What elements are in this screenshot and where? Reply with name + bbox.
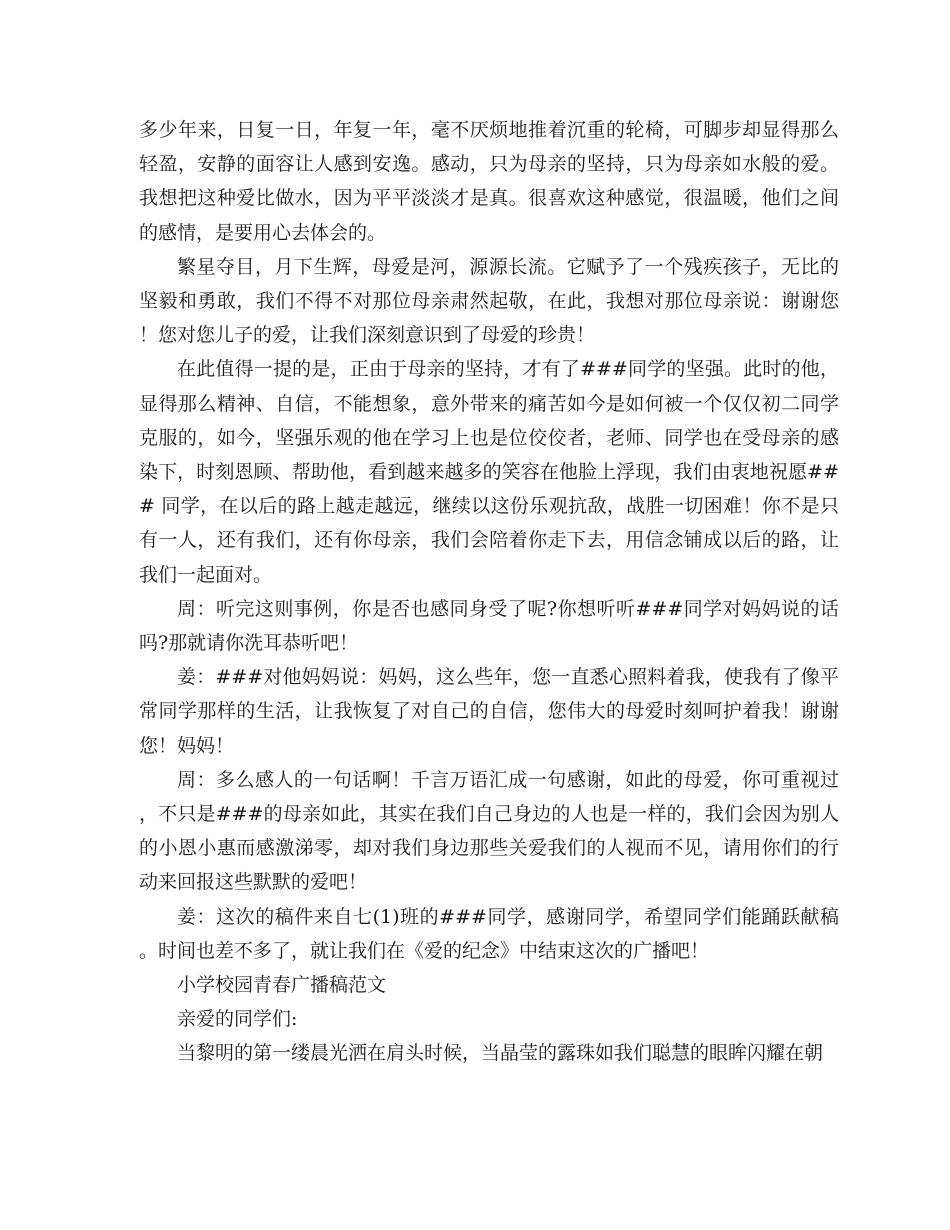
document-body — [139, 113, 839, 1071]
salutation: 亲爱的同学们: — [177, 1008, 298, 1031]
paragraph-1: 多少年来，日复一日，年复一年，毫不厌烦地推着沉重的轮椅，可脚步却显得那么轻盈，安静的面容让人感到安逸。感动，只为母亲的坚持，只为母亲如水般的爱。我想把这种爱比做水，因为平平淡淡才是真。很喜欢这种感觉，很温暖，他们之间的感情，是要用心去体会的。 — [139, 119, 839, 244]
paragraph-5: 姜：###对他妈妈说：妈妈，这么些年，您一直悉心照料着我，使我有了像平常同学那样的生活，让我恢复了对自己的自信，您伟大的母爱时刻呵护着我！谢谢您！妈妈！ — [139, 666, 839, 757]
paragraph-8: 当黎明的第一缕晨光洒在肩头时候，当晶莹的露珠如我们聪慧的眼眸闪耀在朝 — [177, 1042, 824, 1065]
paragraph-4: 周：听完这则事例，你是否也感同身受了呢?你想听听###同学对妈妈说的话吗?那就请你洗耳恭听吧！ — [139, 597, 839, 655]
section-title: 小学校园青春广播稿范文 — [177, 974, 387, 997]
paragraph-3: 在此值得一提的是，正由于母亲的坚持，才有了###同学的坚强。此时的他，显得那么精神、自信，不能想象，意外带来的痛苦如今是如何被一个仅仅初二同学克服的，如今，坚强乐观的他在学习上也是位佼佼者，老师、同学也在受母亲的感染下，时刻恩顾、帮助他，看到越来越多的笑容在他脸上浮现，我们由衷地祝愿### 同学，在以后的路上越走越远，继续以这份乐观抗敌，战胜一切困难！你不是只有一人，还有我们，还有你母亲，我们会陪着你走下去，用信念铺成以后的路，让我们一起面对。 — [139, 358, 839, 586]
paragraph-6: 周：多么感人的一句话啊！千言万语汇成一句感谢，如此的母爱，你可重视过，不只是###的母亲如此，其实在我们自己身边的人也是一样的，我们会因为别人的小恩小惠而感激涕零，却对我们身边那些关爱我们的人视而不见，请用你们的行动来回报这些默默的爱吧！ — [139, 768, 839, 894]
paragraph-2: 繁星夺目，月下生辉，母爱是河，源源长流。它赋予了一个残疾孩子，无比的坚毅和勇敢，我们不得不对那位母亲肃然起敬，在此，我想对那位母亲说：谢谢您！您对您儿子的爱，让我们深刻意识到了母爱的珍贵！ — [139, 255, 839, 347]
paragraph-7: 姜：这次的稿件来自七(1)班的###同学，感谢同学，希望同学们能踊跃献稿。时间也差不多了，就让我们在《爱的纪念》中结束这次的广播吧！ — [139, 905, 839, 962]
